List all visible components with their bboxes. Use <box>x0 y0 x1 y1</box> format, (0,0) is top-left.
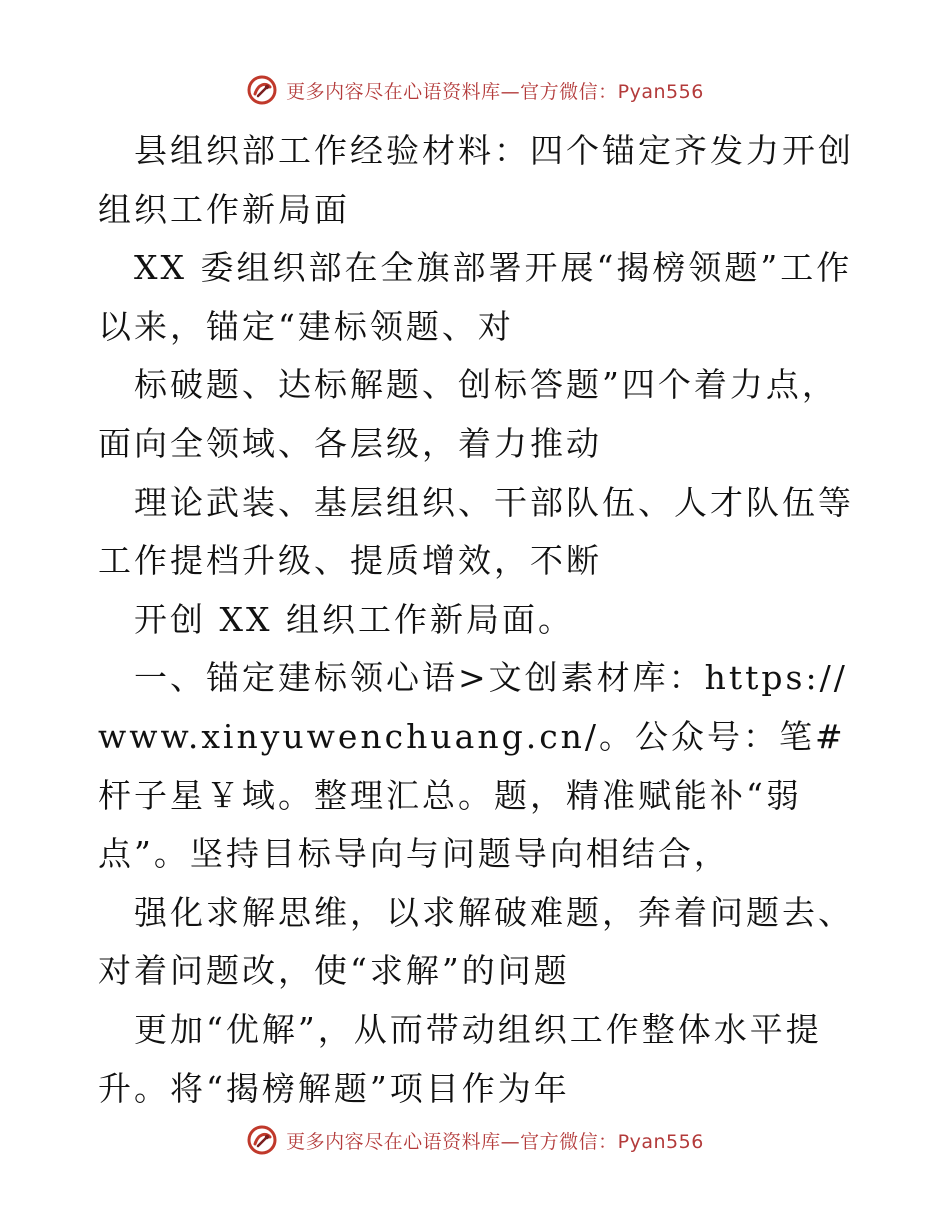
section-heading-paragraph: 一、锚定建标领心语>文创素材库：https://www.xinyuwenchuang.cn/。公众号：笔#杆子星￥域。整理汇总。题，精准赋能补“弱点”。坚持目标导向与问题导向相结合， <box>98 658 848 874</box>
paragraph: 更加“优解”，从而带动组织工作整体水平提升。将“揭榜解题”项目作为年 <box>98 1009 822 1108</box>
paragraph: XX 委组织部在全旗部署开展“揭榜领题”工作以来，锚定“建标领题、对 <box>98 248 853 346</box>
footer-watermark <box>0 1120 950 1160</box>
document-body <box>98 122 858 1118</box>
red-swirl-logo-icon <box>246 1124 278 1156</box>
paragraph: 开创 XX 组织工作新局面。 <box>134 599 574 639</box>
paragraph: 强化求解思维，以求解破难题，奔着问题去、对着问题改，使“求解”的问题 <box>98 892 854 991</box>
header-watermark <box>0 70 950 110</box>
red-swirl-logo-icon <box>246 74 278 106</box>
paragraph: 理论武装、基层组织、干部队伍、人才队伍等工作提档升级、提质增效，不断 <box>98 482 854 581</box>
watermark-text: 更多内容尽在心语资料库—官方微信：Pyan556 <box>286 80 704 103</box>
paragraph: 标破题、达标解题、创标答题”四个着力点，面向全领域、各层级，着力推动 <box>98 365 838 463</box>
document-title: 县组织部工作经验材料：四个锚定齐发力开创组织工作新局面 <box>98 131 854 229</box>
watermark-text: 更多内容尽在心语资料库—官方微信：Pyan556 <box>286 1130 704 1153</box>
